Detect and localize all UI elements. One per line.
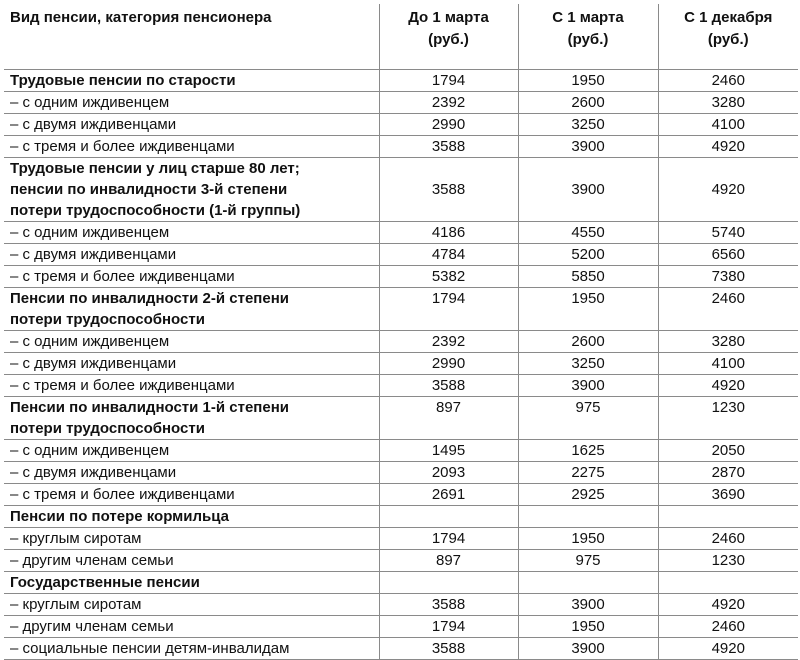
row-label: – другим членам семьи (4, 550, 379, 572)
row-label: – с одним иждивенцем (4, 222, 379, 244)
cell-from-march: 4550 (518, 222, 658, 244)
cell-before-march: 5382 (379, 266, 518, 288)
cell-from-december: 2460 (658, 288, 798, 331)
table-row (4, 375, 798, 397)
cell-from-december: 2870 (658, 462, 798, 484)
pension-table (4, 4, 798, 660)
table-row (4, 550, 798, 572)
cell-from-december: 3690 (658, 484, 798, 506)
cell-before-march (379, 506, 518, 528)
row-label: – с двумя иждивенцами (4, 244, 379, 266)
cell-from-december: 2050 (658, 440, 798, 462)
cell-from-march (518, 572, 658, 594)
cell-from-december: 3280 (658, 92, 798, 114)
cell-from-december: 1230 (658, 397, 798, 440)
table-header-row (4, 4, 798, 70)
cell-before-march: 3588 (379, 594, 518, 616)
table-row (4, 440, 798, 462)
table-row (4, 158, 798, 222)
table-row (4, 70, 798, 92)
cell-from-march: 1625 (518, 440, 658, 462)
cell-from-march: 3250 (518, 353, 658, 375)
cell-from-march: 1950 (518, 616, 658, 638)
row-label: – круглым сиротам (4, 594, 379, 616)
row-label: – с двумя иждивенцами (4, 114, 379, 136)
table-row (4, 528, 798, 550)
cell-before-march: 1794 (379, 70, 518, 92)
cell-from-march: 3900 (518, 594, 658, 616)
cell-from-march: 3900 (518, 158, 658, 222)
cell-from-december: 2460 (658, 528, 798, 550)
cell-from-march: 1950 (518, 528, 658, 550)
table-row (4, 462, 798, 484)
cell-from-march: 2600 (518, 331, 658, 353)
row-label: Государственные пенсии (4, 572, 379, 594)
table-row (4, 92, 798, 114)
table-row (4, 616, 798, 638)
table-row (4, 136, 798, 158)
row-label: Трудовые пенсии по старости (4, 70, 379, 92)
cell-from-december: 6560 (658, 244, 798, 266)
row-label: – с тремя и более иждивенцами (4, 375, 379, 397)
row-label: – с двумя иждивенцами (4, 353, 379, 375)
cell-from-december: 4920 (658, 594, 798, 616)
row-label: Пенсии по инвалидности 2-й степени потери трудоспособности (4, 288, 379, 331)
cell-before-march: 2392 (379, 92, 518, 114)
cell-from-december: 4920 (658, 158, 798, 222)
column-header-from-march: С 1 марта (руб.) (518, 4, 658, 70)
cell-from-march: 975 (518, 397, 658, 440)
cell-from-december: 2460 (658, 70, 798, 92)
table-row (4, 244, 798, 266)
table-row (4, 331, 798, 353)
cell-before-march: 4784 (379, 244, 518, 266)
row-label: Пенсии по инвалидности 1-й степени потери трудоспособности (4, 397, 379, 440)
table-row (4, 397, 798, 440)
cell-before-march: 1495 (379, 440, 518, 462)
cell-before-march: 4186 (379, 222, 518, 244)
cell-before-march: 3588 (379, 638, 518, 660)
row-label: – с двумя иждивенцами (4, 462, 379, 484)
table-row (4, 484, 798, 506)
column-header-from-december: С 1 декабря (руб.) (658, 4, 798, 70)
row-label: Пенсии по потере кормильца (4, 506, 379, 528)
cell-before-march: 1794 (379, 616, 518, 638)
cell-before-march: 3588 (379, 375, 518, 397)
row-label: Трудовые пенсии у лиц старше 80 лет; пенсии по инвалидности 3-й степени потери трудоспособности (1-й группы) (4, 158, 379, 222)
table-row (4, 222, 798, 244)
cell-from-march: 1950 (518, 70, 658, 92)
cell-from-december: 4920 (658, 638, 798, 660)
cell-from-december (658, 506, 798, 528)
row-label: – круглым сиротам (4, 528, 379, 550)
table-row (4, 288, 798, 331)
table-row (4, 114, 798, 136)
cell-before-march: 3588 (379, 158, 518, 222)
cell-from-december (658, 572, 798, 594)
cell-before-march: 2691 (379, 484, 518, 506)
table-row (4, 594, 798, 616)
cell-from-december: 3280 (658, 331, 798, 353)
table-row (4, 266, 798, 288)
cell-before-march: 3588 (379, 136, 518, 158)
row-label: – с тремя и более иждивенцами (4, 484, 379, 506)
row-label: – с тремя и более иждивенцами (4, 136, 379, 158)
cell-before-march: 897 (379, 397, 518, 440)
cell-before-march (379, 572, 518, 594)
cell-from-december: 4920 (658, 375, 798, 397)
cell-from-march: 1950 (518, 288, 658, 331)
table-row (4, 353, 798, 375)
cell-from-march: 2925 (518, 484, 658, 506)
column-header-before-march: До 1 марта (руб.) (379, 4, 518, 70)
row-label: – с одним иждивенцем (4, 92, 379, 114)
cell-from-march: 3900 (518, 375, 658, 397)
table-row (4, 572, 798, 594)
row-label: – другим членам семьи (4, 616, 379, 638)
cell-from-december: 4100 (658, 353, 798, 375)
cell-from-december: 4100 (658, 114, 798, 136)
cell-from-march: 2275 (518, 462, 658, 484)
table-row (4, 506, 798, 528)
cell-before-march: 2392 (379, 331, 518, 353)
cell-from-december: 2460 (658, 616, 798, 638)
cell-from-march: 2600 (518, 92, 658, 114)
column-header-category: Вид пенсии, категория пенсионера (4, 4, 379, 70)
cell-from-march: 3900 (518, 136, 658, 158)
cell-before-march: 2990 (379, 114, 518, 136)
row-label: – с тремя и более иждивенцами (4, 266, 379, 288)
cell-from-march: 3900 (518, 638, 658, 660)
cell-before-march: 1794 (379, 528, 518, 550)
cell-before-march: 2990 (379, 353, 518, 375)
cell-from-march: 3250 (518, 114, 658, 136)
cell-from-december: 1230 (658, 550, 798, 572)
cell-from-march: 975 (518, 550, 658, 572)
cell-from-march: 5200 (518, 244, 658, 266)
cell-before-march: 2093 (379, 462, 518, 484)
cell-from-march: 5850 (518, 266, 658, 288)
cell-from-march (518, 506, 658, 528)
row-label: – с одним иждивенцем (4, 440, 379, 462)
cell-before-march: 1794 (379, 288, 518, 331)
table-row (4, 638, 798, 660)
row-label: – с одним иждивенцем (4, 331, 379, 353)
cell-before-march: 897 (379, 550, 518, 572)
row-label: – социальные пенсии детям-инвалидам (4, 638, 379, 660)
cell-from-december: 7380 (658, 266, 798, 288)
cell-from-december: 4920 (658, 136, 798, 158)
cell-from-december: 5740 (658, 222, 798, 244)
